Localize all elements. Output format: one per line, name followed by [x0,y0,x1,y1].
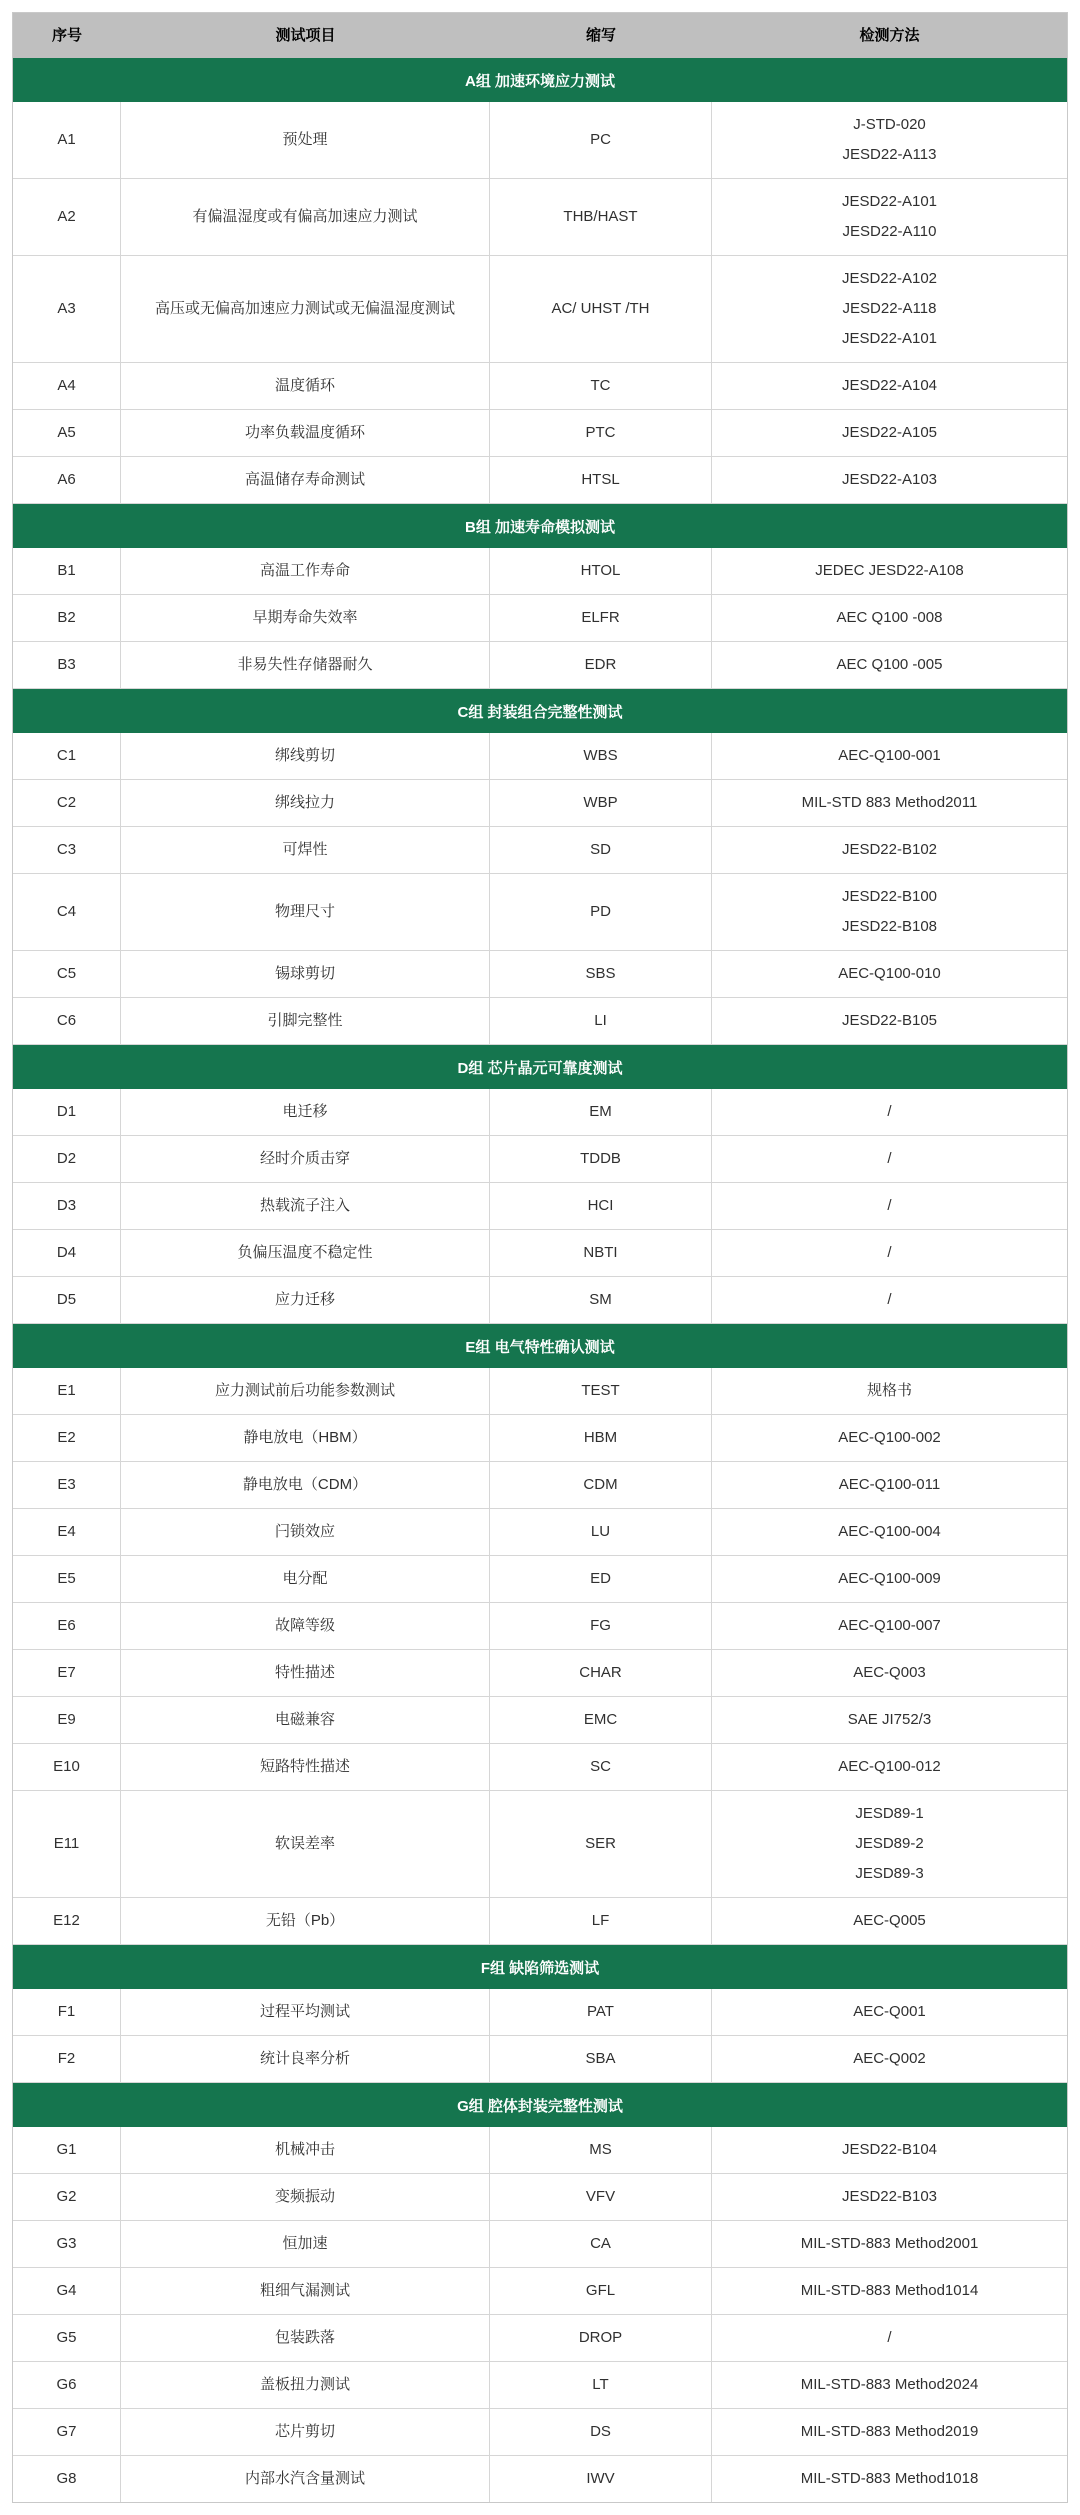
method-line: AEC-Q005 [853,1912,926,1929]
cell-method [712,2036,1067,2082]
cell-no: G3 [13,2221,121,2267]
cell-method [712,1556,1067,1602]
cell-abbr: PC [490,102,712,178]
cell-method [712,2221,1067,2267]
cell-abbr: WBS [490,733,712,779]
cell-item: 引脚完整性 [121,998,490,1044]
cell-no: B3 [13,642,121,688]
cell-no: E2 [13,1415,121,1461]
cell-method [712,179,1067,255]
cell-no: G5 [13,2315,121,2361]
table-row [13,102,1067,179]
cell-method [712,595,1067,641]
table-row [13,1277,1067,1324]
cell-method [712,2174,1067,2220]
cell-no: C5 [13,951,121,997]
cell-no: G8 [13,2456,121,2502]
cell-item: 绑线拉力 [121,780,490,826]
table-row [13,1697,1067,1744]
cell-no: C2 [13,780,121,826]
method-line: AEC Q100 -008 [836,609,943,626]
cell-item: 预处理 [121,102,490,178]
group-band: E组 电气特性确认测试 [13,1324,1067,1368]
cell-method [712,1898,1067,1944]
cell-method [712,642,1067,688]
cell-method [712,1650,1067,1696]
cell-item: 内部水汽含量测试 [121,2456,490,2502]
method-line: JESD22-B108 [841,918,938,935]
cell-method [712,998,1067,1044]
cell-method [712,1791,1067,1897]
table-row [13,874,1067,951]
cell-item: 高温工作寿命 [121,548,490,594]
cell-abbr: HTSL [490,457,712,503]
cell-item: 闩锁效应 [121,1509,490,1555]
cell-no: G7 [13,2409,121,2455]
cell-no: G6 [13,2362,121,2408]
cell-no: F1 [13,1989,121,2035]
cell-abbr: TC [490,363,712,409]
cell-abbr: LT [490,2362,712,2408]
cell-no: A1 [13,102,121,178]
cell-item: 过程平均测试 [121,1989,490,2035]
cell-abbr: DROP [490,2315,712,2361]
cell-item: 短路特性描述 [121,1744,490,1790]
cell-abbr: DS [490,2409,712,2455]
method-line: JESD22-A101 [841,193,938,210]
table-row [13,1556,1067,1603]
cell-item: 芯片剪切 [121,2409,490,2455]
cell-no: G4 [13,2268,121,2314]
method-line: AEC-Q100-001 [838,747,941,764]
table-row [13,1415,1067,1462]
cell-item: 恒加速 [121,2221,490,2267]
table-row [13,1509,1067,1556]
cell-method [712,363,1067,409]
cell-no: A3 [13,256,121,362]
method-line: AEC-Q003 [853,1664,926,1681]
column-header-item: 测试项目 [275,26,336,44]
method-line: JESD22-A101 [841,330,938,347]
method-line: / [887,2329,892,2346]
cell-item: 应力测试前后功能参数测试 [121,1368,490,1414]
cell-abbr: SD [490,827,712,873]
cell-method [712,102,1067,178]
cell-abbr: TEST [490,1368,712,1414]
cell-abbr: EMC [490,1697,712,1743]
table-header-row [13,13,1067,58]
cell-method [712,1230,1067,1276]
table-row [13,1183,1067,1230]
method-line: MIL-STD-883 Method2019 [800,2423,979,2440]
cell-no: E12 [13,1898,121,1944]
cell-item: 变频振动 [121,2174,490,2220]
cell-abbr: HTOL [490,548,712,594]
cell-item: 应力迁移 [121,1277,490,1323]
cell-no: D3 [13,1183,121,1229]
cell-abbr: CHAR [490,1650,712,1696]
cell-item: 软误差率 [121,1791,490,1897]
method-line: / [887,1197,892,1214]
group-band: B组 加速寿命模拟测试 [13,504,1067,548]
cell-method [712,2127,1067,2173]
method-line: MIL-STD-883 Method1014 [800,2282,979,2299]
method-line: JESD22-A103 [841,471,938,488]
table-row [13,1462,1067,1509]
cell-abbr: ED [490,1556,712,1602]
cell-no: E7 [13,1650,121,1696]
column-header-method: 检测方法 [859,26,920,44]
cell-method [712,1697,1067,1743]
method-line: MIL-STD 883 Method2011 [801,794,978,811]
cell-abbr: EM [490,1089,712,1135]
cell-abbr: CA [490,2221,712,2267]
cell-abbr: SER [490,1791,712,1897]
cell-no: E6 [13,1603,121,1649]
cell-no: A4 [13,363,121,409]
cell-method [712,1989,1067,2035]
cell-item: 特性描述 [121,1650,490,1696]
method-line: AEC-Q100-009 [838,1570,941,1587]
cell-method [712,1368,1067,1414]
table-row [13,2456,1067,2502]
table-row [13,179,1067,256]
cell-no: E10 [13,1744,121,1790]
cell-method [712,1415,1067,1461]
cell-item: 可焊性 [121,827,490,873]
method-line: AEC-Q100-012 [838,1758,941,1775]
cell-no: A6 [13,457,121,503]
method-line: AEC-Q100-011 [838,1476,941,1493]
cell-no: G1 [13,2127,121,2173]
table-row [13,1230,1067,1277]
cell-item: 功率负载温度循环 [121,410,490,456]
cell-abbr: PAT [490,1989,712,2035]
cell-method [712,256,1067,362]
cell-abbr: CDM [490,1462,712,1508]
table-row [13,1089,1067,1136]
cell-abbr: LF [490,1898,712,1944]
cell-no: E9 [13,1697,121,1743]
cell-method [712,2268,1067,2314]
table-row [13,595,1067,642]
method-line: JEDEC JESD22-A108 [815,562,964,579]
cell-no: A5 [13,410,121,456]
cell-abbr: SC [490,1744,712,1790]
table-row [13,2221,1067,2268]
cell-no: F2 [13,2036,121,2082]
table-row [13,2362,1067,2409]
cell-abbr: WBP [490,780,712,826]
cell-item: 绑线剪切 [121,733,490,779]
method-line: JESD22-A113 [842,146,937,163]
cell-abbr: SM [490,1277,712,1323]
table-row [13,2268,1067,2315]
cell-abbr: HCI [490,1183,712,1229]
cell-no: B2 [13,595,121,641]
cell-item: 电分配 [121,1556,490,1602]
cell-item: 粗细气漏测试 [121,2268,490,2314]
cell-no: B1 [13,548,121,594]
cell-abbr: PD [490,874,712,950]
cell-item: 物理尺寸 [121,874,490,950]
cell-method [712,1603,1067,1649]
method-line: AEC-Q002 [853,2050,926,2067]
method-line: JESD89-2 [855,1835,924,1852]
table-row [13,733,1067,780]
method-line: / [887,1103,892,1120]
method-line: AEC Q100 -005 [836,656,943,673]
cell-item: 统计良率分析 [121,2036,490,2082]
cell-no: D2 [13,1136,121,1182]
cell-no: D5 [13,1277,121,1323]
table-row [13,410,1067,457]
cell-method [712,1462,1067,1508]
cell-no: D4 [13,1230,121,1276]
cell-method [712,1183,1067,1229]
cell-abbr: LU [490,1509,712,1555]
cell-method [712,827,1067,873]
table-row [13,1989,1067,2036]
cell-abbr: GFL [490,2268,712,2314]
method-line: JESD22-B102 [841,841,938,858]
cell-abbr: THB/HAST [490,179,712,255]
group-band: G组 腔体封装完整性测试 [13,2083,1067,2127]
cell-abbr: NBTI [490,1230,712,1276]
method-line: AEC-Q100-007 [838,1617,941,1634]
cell-method [712,733,1067,779]
group-band: A组 加速环境应力测试 [13,58,1067,102]
method-line: MIL-STD-883 Method1018 [800,2470,979,2487]
group-band: C组 封装组合完整性测试 [13,689,1067,733]
method-line: JESD89-1 [855,1805,924,1822]
cell-item: 早期寿命失效率 [121,595,490,641]
cell-no: C4 [13,874,121,950]
cell-abbr: PTC [490,410,712,456]
cell-item: 故障等级 [121,1603,490,1649]
method-line: JESD22-A102 [841,270,938,287]
method-line: JESD22-B104 [841,2141,938,2158]
table-row [13,998,1067,1045]
table-row [13,951,1067,998]
table-row [13,1368,1067,1415]
method-line: JESD89-3 [855,1865,924,1882]
cell-item: 包装跌落 [121,2315,490,2361]
cell-no: E5 [13,1556,121,1602]
cell-abbr: FG [490,1603,712,1649]
table-row [13,1898,1067,1945]
cell-item: 静电放电（HBM） [121,1415,490,1461]
method-line: JESD22-A118 [842,300,937,317]
cell-no: E11 [13,1791,121,1897]
cell-item: 静电放电（CDM） [121,1462,490,1508]
table-row [13,2127,1067,2174]
method-line: JESD22-B105 [841,1012,938,1029]
reliability-test-table [12,12,1068,2503]
cell-item: 高温储存寿命测试 [121,457,490,503]
group-band: F组 缺陷筛选测试 [13,1945,1067,1989]
cell-item: 高压或无偏高加速应力测试或无偏温湿度测试 [121,256,490,362]
cell-abbr: HBM [490,1415,712,1461]
table-row [13,1791,1067,1898]
cell-abbr: SBS [490,951,712,997]
table-row [13,642,1067,689]
method-line: / [887,1244,892,1261]
cell-method [712,2315,1067,2361]
table-row [13,457,1067,504]
cell-method [712,1744,1067,1790]
method-line: AEC-Q100-010 [838,965,941,982]
cell-method [712,874,1067,950]
method-line: J-STD-020 [853,116,926,133]
cell-item: 无铅（Pb） [121,1898,490,1944]
cell-no: A2 [13,179,121,255]
cell-method [712,1089,1067,1135]
method-line: JESD22-B100 [841,888,938,905]
cell-method [712,2409,1067,2455]
cell-abbr: IWV [490,2456,712,2502]
cell-abbr: TDDB [490,1136,712,1182]
cell-method [712,951,1067,997]
table-row [13,256,1067,363]
cell-abbr: LI [490,998,712,1044]
cell-method [712,1136,1067,1182]
method-line: MIL-STD-883 Method2001 [800,2235,979,2252]
cell-method [712,1277,1067,1323]
table-row [13,780,1067,827]
table-row [13,1744,1067,1791]
cell-item: 非易失性存储器耐久 [121,642,490,688]
cell-method [712,780,1067,826]
method-line: SAE JI752/3 [847,1711,932,1728]
group-band: D组 芯片晶元可靠度测试 [13,1045,1067,1089]
cell-item: 热载流子注入 [121,1183,490,1229]
cell-abbr: SBA [490,2036,712,2082]
cell-item: 负偏压温度不稳定性 [121,1230,490,1276]
cell-no: D1 [13,1089,121,1135]
cell-no: C3 [13,827,121,873]
column-header-no: 序号 [51,26,82,44]
cell-item: 盖板扭力测试 [121,2362,490,2408]
cell-method [712,2362,1067,2408]
cell-item: 电磁兼容 [121,1697,490,1743]
cell-item: 有偏温湿度或有偏高加速应力测试 [121,179,490,255]
cell-method [712,2456,1067,2502]
cell-method [712,548,1067,594]
table-row [13,2315,1067,2362]
cell-abbr: EDR [490,642,712,688]
cell-no: C6 [13,998,121,1044]
cell-method [712,1509,1067,1555]
method-line: JESD22-A105 [841,424,938,441]
method-line: JESD22-A110 [842,223,937,240]
cell-method [712,410,1067,456]
cell-item: 经时介质击穿 [121,1136,490,1182]
cell-abbr: ELFR [490,595,712,641]
method-line: / [887,1150,892,1167]
table-row [13,2174,1067,2221]
method-line: JESD22-A104 [841,377,938,394]
cell-abbr: MS [490,2127,712,2173]
table-row [13,1603,1067,1650]
method-line: 规格书 [866,1382,912,1399]
cell-no: E3 [13,1462,121,1508]
table-row [13,827,1067,874]
cell-no: G2 [13,2174,121,2220]
method-line: AEC-Q100-002 [838,1429,941,1446]
cell-method [712,457,1067,503]
cell-no: E4 [13,1509,121,1555]
method-line: JESD22-B103 [841,2188,938,2205]
cell-no: C1 [13,733,121,779]
table-row [13,363,1067,410]
cell-item: 锡球剪切 [121,951,490,997]
cell-abbr: VFV [490,2174,712,2220]
column-header-abbr: 缩写 [585,26,616,44]
cell-no: E1 [13,1368,121,1414]
cell-item: 温度循环 [121,363,490,409]
table-row [13,1136,1067,1183]
cell-abbr: AC/ UHST /TH [490,256,712,362]
cell-item: 电迁移 [121,1089,490,1135]
table-row [13,2036,1067,2083]
table-row [13,548,1067,595]
method-line: MIL-STD-883 Method2024 [800,2376,979,2393]
method-line: / [887,1291,892,1308]
table-row [13,1650,1067,1697]
table-row [13,2409,1067,2456]
method-line: AEC-Q001 [853,2003,926,2020]
cell-item: 机械冲击 [121,2127,490,2173]
method-line: AEC-Q100-004 [838,1523,941,1540]
